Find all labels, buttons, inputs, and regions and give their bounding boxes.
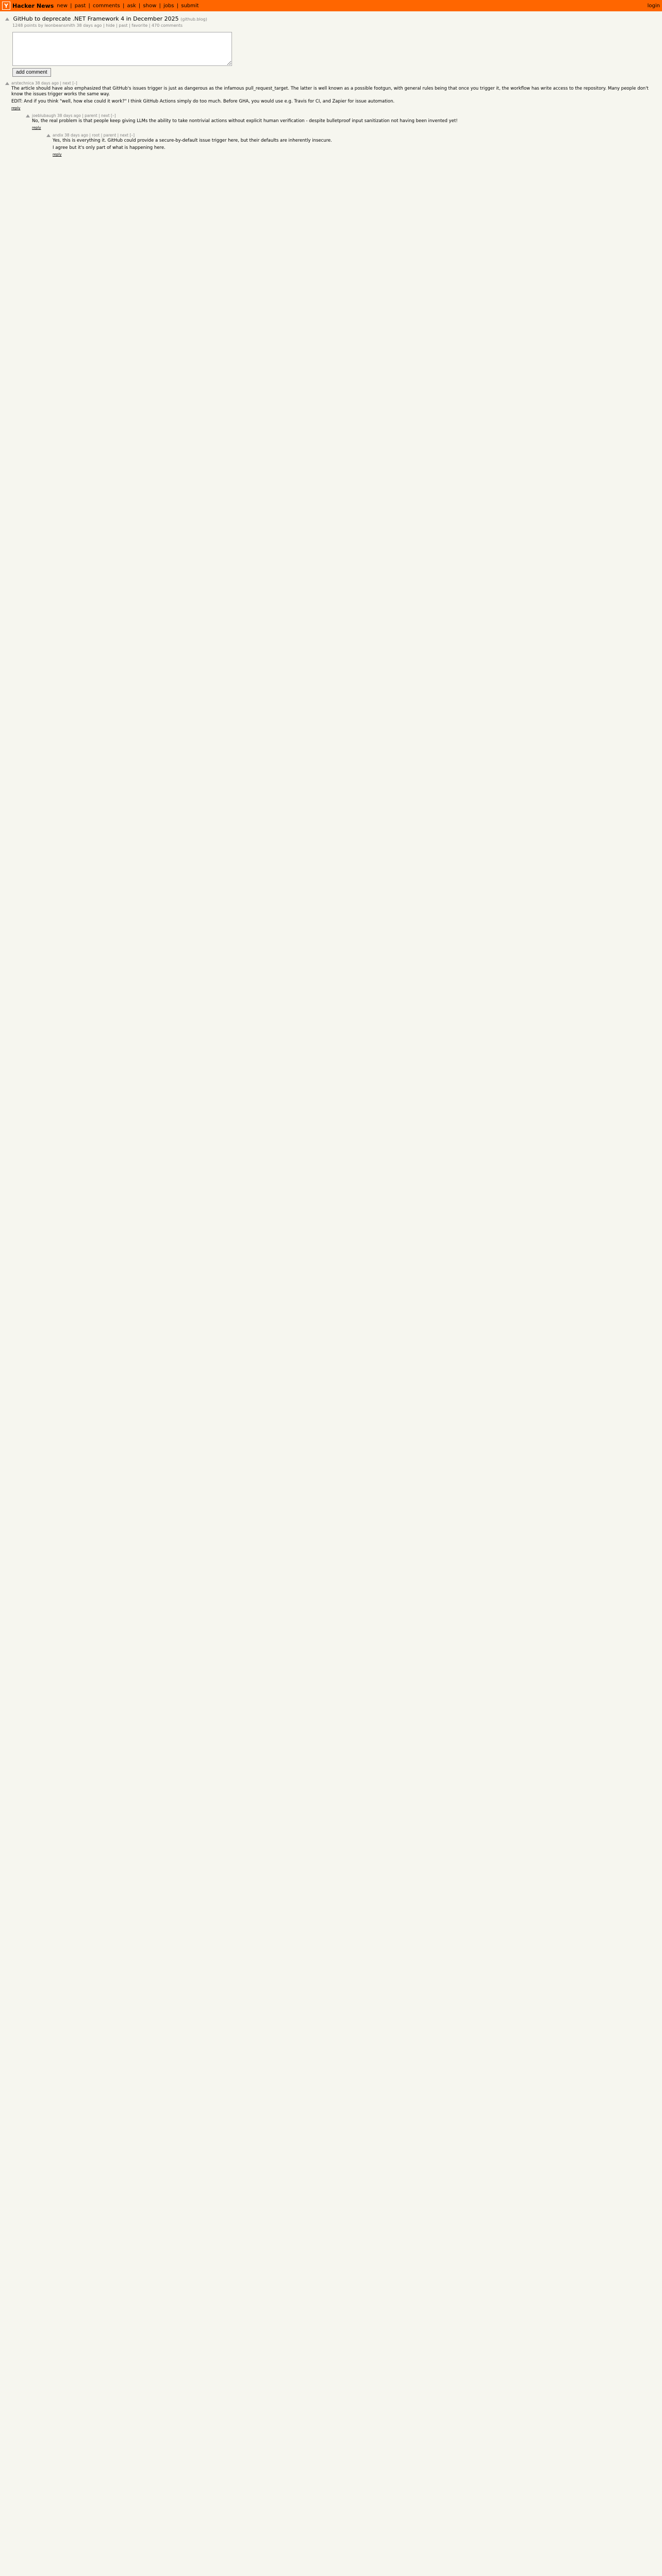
reply-link[interactable]: reply [53, 152, 62, 157]
reply-link[interactable]: reply [11, 106, 21, 110]
comment-text [53, 138, 657, 151]
comment-meta[interactable]: arstechnica 38 days ago | next [–] [11, 81, 77, 86]
nav-separator: | [122, 3, 125, 9]
upvote-arrow-icon[interactable] [26, 114, 30, 117]
story-item [0, 11, 662, 79]
comment-paragraph: Yes, this is everything it. GitHub could provide a secure-by-default issue trigger here, but their defaults are inherently insecure. [53, 138, 332, 143]
nav-separator: | [176, 3, 179, 9]
comment-text [11, 86, 657, 105]
comment-head [46, 133, 657, 138]
comment-row [5, 81, 657, 110]
nav-show[interactable]: show [143, 3, 157, 9]
nav-separator: | [159, 3, 161, 9]
comment-form [12, 32, 657, 77]
nav-submit[interactable]: submit [181, 3, 199, 9]
story-title-line [5, 15, 657, 22]
top-navigation-bar [0, 0, 662, 11]
comment-paragraph: No, the real problem is that people keep giving LLMs the ability to take nontrivial actions without explicit human verification - despite bulletproof input sanitization not having been invented yet! [32, 118, 458, 124]
login-link[interactable]: login [647, 3, 660, 9]
nav-past[interactable]: past [74, 3, 86, 9]
story-meta: 1248 points by leonbeansmith 38 days ago | hide | past | favorite | 470 comments [12, 23, 183, 28]
reply-link[interactable]: reply [32, 126, 41, 130]
nav-jobs[interactable]: jobs [163, 3, 174, 9]
nav-ask[interactable]: ask [127, 3, 136, 9]
comment-textarea[interactable] [12, 32, 232, 66]
comment-tree [0, 79, 662, 162]
nav-new[interactable]: new [57, 3, 68, 9]
comment-row [26, 113, 657, 130]
comment-paragraph: I agree but it's only part of what is happening here. [53, 145, 166, 150]
add-comment-button[interactable]: add comment [12, 68, 51, 77]
hn-logo[interactable]: Y [2, 2, 10, 10]
upvote-arrow-icon[interactable] [5, 82, 9, 85]
comment-meta[interactable]: joeblubaugh 38 days ago | parent | next [–] [32, 113, 116, 118]
comment-row [46, 133, 657, 157]
story-domain[interactable]: (github.blog) [180, 17, 207, 22]
comment-paragraph: The article should have also emphasized that GitHub's issues trigger is just as dangerous as the infamous pull_request_target. The latter is well known as a possible footgun, with general rules being that once you trigger it, the workflow has write access to the repository. Many people don't know the issues trigger works the same way. [11, 86, 649, 97]
story-title[interactable]: GitHub to deprecate .NET Framework 4 in December 2025 [13, 15, 179, 22]
comment-head [5, 81, 657, 86]
nav-separator: | [138, 3, 141, 9]
main-nav [57, 3, 198, 9]
upvote-arrow-icon[interactable] [46, 134, 51, 137]
nav-comments[interactable]: comments [93, 3, 120, 9]
comment-head [26, 113, 657, 118]
comment-meta[interactable]: andix 38 days ago | root | parent | next [–] [53, 133, 135, 138]
nav-separator: | [88, 3, 90, 9]
site-name[interactable]: Hacker News [12, 2, 54, 9]
hacker-news-page [0, 0, 662, 162]
comment-text [32, 118, 657, 124]
upvote-arrow-icon[interactable] [5, 18, 9, 21]
nav-separator: | [70, 3, 72, 9]
comment-paragraph: EDIT: And if you think "well, how else could it work?" I think GitHub Actions simply do too much. Before GHA, you would use e.g. Travis for CI, and Zapier for issue automation. [11, 99, 395, 104]
